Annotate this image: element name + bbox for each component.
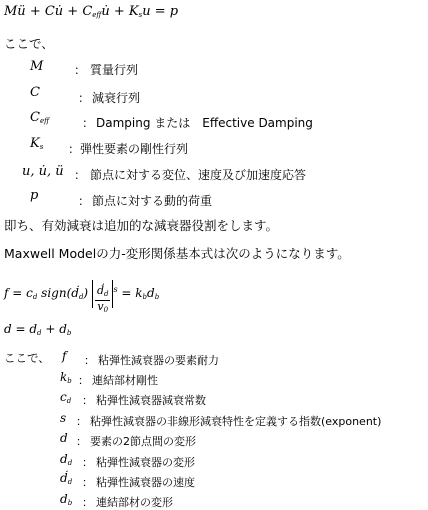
var-desc-Ceff: Damping または Effective Damping bbox=[96, 116, 313, 130]
formula-deformation: $d = d_d + d_b$ bbox=[4, 322, 72, 337]
colon: ： bbox=[76, 435, 87, 448]
var-symbol-Ceff: $C_{eff}$ bbox=[30, 110, 50, 125]
colon: ： bbox=[74, 168, 87, 182]
def-symbol-db: $d_b$ bbox=[60, 492, 73, 507]
var-desc-C: 減衰行列 bbox=[92, 91, 141, 105]
def-symbol-f: f bbox=[62, 349, 67, 363]
var-desc-M: 質量行列 bbox=[90, 63, 139, 77]
intro-text: ここで、 bbox=[4, 36, 54, 51]
def-desc-s: 粘弾性減衰器の非線形減衰特性を定義する指数(exponent) bbox=[90, 415, 382, 428]
def-desc-d: 要素の2節点間の変形 bbox=[90, 435, 196, 448]
colon: ： bbox=[78, 374, 89, 387]
colon: ： bbox=[76, 415, 87, 428]
equation-main: Mü + Cu̇ + $C_{eff}u̇ + K_su = p$ bbox=[4, 4, 179, 19]
var-desc-u: 節点に対する変位、速度及び加速度応答 bbox=[90, 168, 307, 182]
formula-force: $f = c_d$ sign(ḋ$_d$) $\frac{ḋ_d}{v_0}$ $^s = k_bd_b$ bbox=[4, 270, 159, 310]
colon: ： bbox=[82, 394, 93, 407]
colon: ： bbox=[82, 456, 93, 469]
def-symbol-d: d bbox=[60, 431, 68, 445]
def-symbol-dd-dot: ḋ$_d$ bbox=[60, 471, 73, 486]
def-symbol-kb: $k_b$ bbox=[60, 370, 72, 385]
var-desc-Ks: 弾性要素の剛性行列 bbox=[80, 142, 189, 156]
def-symbol-cd: $c_d$ bbox=[60, 390, 72, 405]
def-desc-dd-dot: 粘弾性減衰器の速度 bbox=[96, 476, 195, 489]
var-symbol-M: M bbox=[30, 59, 44, 74]
var-symbol-C: C bbox=[30, 85, 40, 100]
paragraph-maxwell-model: Maxwell Modelの力-変形関係基本式は次のようになります。 bbox=[4, 246, 350, 261]
colon: ： bbox=[68, 142, 81, 156]
def-desc-cd: 粘弾性減衰器減衰常数 bbox=[96, 394, 206, 407]
var-symbol-p: p bbox=[30, 188, 39, 203]
def-desc-kb: 連結部材剛性 bbox=[92, 374, 158, 387]
colon: ： bbox=[78, 194, 91, 208]
def-symbol-s: s bbox=[60, 411, 67, 425]
colon: ： bbox=[82, 116, 95, 130]
def-desc-db: 連結部材の変形 bbox=[96, 496, 173, 509]
colon: ： bbox=[84, 354, 95, 367]
var-symbol-u: u, u̇, ü bbox=[22, 164, 64, 179]
def-desc-f: 粘弾性減衰器の要素耐力 bbox=[98, 354, 219, 367]
colon: ： bbox=[82, 476, 93, 489]
var-desc-p: 節点に対する動的荷重 bbox=[92, 194, 213, 208]
def-desc-dd: 粘弾性減衰器の変形 bbox=[96, 456, 195, 469]
colon: ： bbox=[82, 496, 93, 509]
colon: ： bbox=[78, 91, 91, 105]
var-symbol-Ks: $K_s$ bbox=[30, 136, 44, 151]
colon: ： bbox=[74, 63, 87, 77]
def-symbol-dd: $d_d$ bbox=[60, 452, 73, 467]
intro-text-2: ここで、 bbox=[4, 351, 50, 365]
paragraph-effective-damping: 即ち、有効減衰は追加的な減衰器役割をします。 bbox=[4, 218, 279, 233]
